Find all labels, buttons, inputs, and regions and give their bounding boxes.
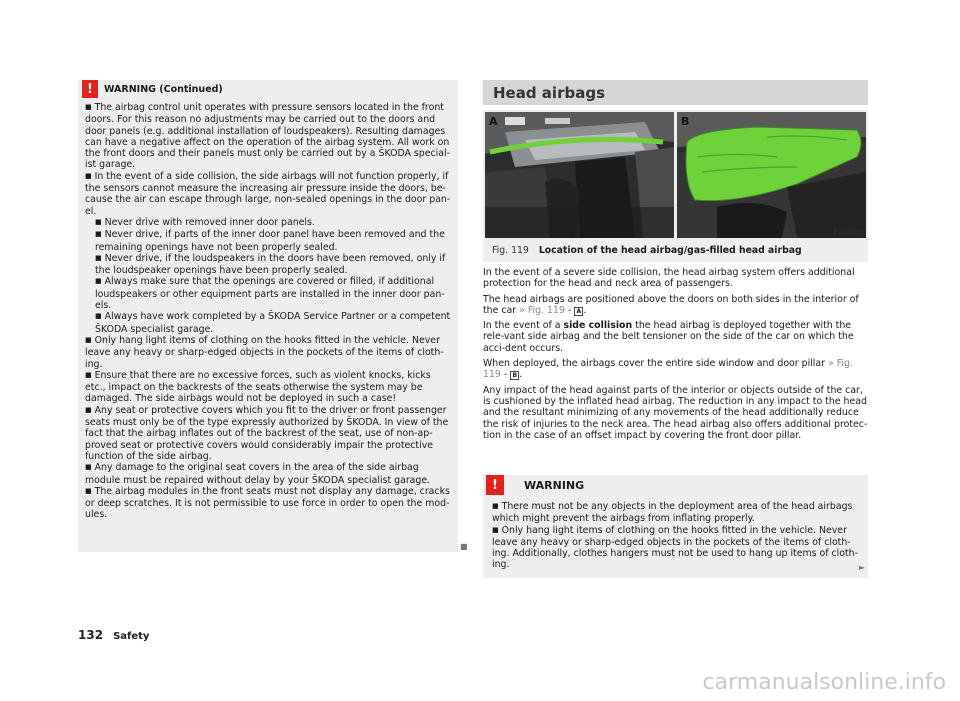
figure-reference-link[interactable]: » Fig. 119 xyxy=(483,358,853,381)
bullet-icon: ■ xyxy=(85,171,92,180)
warning-sub-item: ■ Never drive with removed inner door panels. xyxy=(95,216,315,228)
warning-sub-item: ■ Always have work completed by a ŠKODA Service Partner or a competent ŠKODA specialist garage. xyxy=(95,311,451,335)
figure-reference-link[interactable]: » Fig. 119 xyxy=(519,304,565,316)
bullet-icon: ■ xyxy=(85,463,92,472)
warning-title: WARNING xyxy=(524,478,585,492)
figure-photo-a xyxy=(485,112,674,238)
section-title: Head airbags xyxy=(493,84,605,102)
warning-body xyxy=(483,495,868,571)
bullet-icon: ■ xyxy=(95,217,102,226)
warning-sub-item: ■ Always make sure that the openings are covered or filled, if additional loudspeakers or other equipment parts are installed in the inner door pan-els. xyxy=(95,276,445,312)
figure-number: Fig. 119 xyxy=(492,245,529,256)
continue-arrow-icon: ► xyxy=(858,563,865,572)
watermark: carmanualsonline.info xyxy=(702,670,946,695)
warning-header xyxy=(483,475,868,495)
paragraph: When deployed, the airbags cover the entire side window and door pillar » Fig. 119 - B . xyxy=(483,358,853,381)
bullet-icon: ■ xyxy=(85,405,92,414)
warning-box xyxy=(483,475,868,578)
warning-item: ■ Only hang light items of clothing on the hooks fitted in the vehicle. Never leave any heavy or sharp-edged objects in the pockets of the items of cloth-ing. Additionally, clothes hangers must not be used to hang up items of cloth-ing. xyxy=(492,524,858,571)
paragraph: Any impact of the head against parts of the interior or objects outside of the car, is cushioned by the inflated head airbag. The reduction in any impact to the head and the resultant minimizing of any movements of the head additionally reduce the risk of injuries to the neck area. The head airbag also offers additional protec-tion in the case of an offset impact by covering the front door pillar. xyxy=(483,384,868,441)
warning-sub-item: ■ Never drive, if the loudspeakers in the doors have been removed, only if the loudspeaker openings have been properly sealed. xyxy=(95,252,446,277)
warning-sub-item: ■ Never drive, if parts of the inner door panel have been removed and the remaining openings have not been properly sealed. xyxy=(95,229,445,253)
bullet-icon: ■ xyxy=(85,103,92,111)
paragraph: In the event of a side collision the head airbag is deployed together with the rele-vant side airbag and the belt tensioner on the side of the car on which the acci-dent occurs. xyxy=(483,320,854,354)
label-box-a: A xyxy=(574,307,583,316)
bold-term: side collision xyxy=(563,320,633,332)
warning-item: ■ Any damage to the original seat covers in the area of the side airbag module must be repaired without delay by your ŠKODA specialist garage. xyxy=(85,462,431,486)
figure-label-b: B xyxy=(681,115,690,128)
bullet-icon: ■ xyxy=(492,502,499,510)
warning-item: ■ Any seat or protective covers which you fit to the driver or front passenger seats must only be of the type expressly authorized by ŠKODA. In view of the fact that the airbag inflates out of the backrest of the seat, use of non-ap-proved seat or protective covers would considerably impair the protective function of the side airbag. xyxy=(85,404,449,462)
warning-continued-box xyxy=(78,80,458,552)
warning-body xyxy=(78,98,458,521)
figure-caption-text: Location of the head airbag/gas-filled head airbag xyxy=(538,245,802,256)
bullet-icon: ■ xyxy=(95,277,102,286)
warning-item: ■ In the event of a side collision, the side airbags will not function properly, if the sensors cannot measure the increasing air pressure inside the doors, be-cause the air can escape through large, non-sealed openings in the door pan-el. xyxy=(85,170,451,217)
warning-header xyxy=(78,80,458,98)
figure-label-a: A xyxy=(489,115,498,128)
figure-photo-b xyxy=(677,112,866,238)
end-marker: ■ xyxy=(460,542,468,551)
exclamation-icon: ! xyxy=(82,80,98,98)
bullet-icon: ■ xyxy=(85,335,92,344)
page-footer xyxy=(78,628,149,642)
bullet-icon: ■ xyxy=(95,312,102,321)
bullet-icon: ■ xyxy=(95,230,102,239)
warning-item: ■ There must not be any objects in the deployment area of the head airbags which might prevent the airbags from inflating properly. xyxy=(492,501,853,525)
section-header-bar xyxy=(483,80,868,105)
label-box-b: B xyxy=(510,371,519,380)
bullet-icon: ■ xyxy=(492,525,499,534)
warning-item: ■ Ensure that there are no excessive forces, such as violent knocks, kicks etc., impact on the backrests of the seats otherwise the system may be damaged. The side airbags would not be deployed in such a case! xyxy=(85,369,431,405)
exclamation-icon: ! xyxy=(486,475,504,495)
body-text xyxy=(483,267,868,445)
warning-item: ■ The airbag modules in the front seats must not display any damage, cracks or deep scratches. It is not permissible to use force in order to open the mod-ules. xyxy=(85,485,450,521)
figure-code: B1Z-0505 xyxy=(833,229,863,236)
bullet-icon: ■ xyxy=(85,486,92,495)
page-number: 132 xyxy=(78,628,104,642)
paragraph: The head airbags are positioned above the doors on both sides in the interior of the car » Fig. 119 - A . xyxy=(483,293,859,316)
bullet-icon: ■ xyxy=(95,253,102,262)
warning-item: ■ The airbag control unit operates with pressure sensors located in the front doors. For this reason no adjustments may be carried out to the doors and door panels (e.g. additional installation of loudspeakers). Resulting damages can have a negative affect on the operation of the airbag system. All work on the front doors and their panels must only be carried out by a ŠKODA special-ist garage. xyxy=(85,102,451,171)
figure-119 xyxy=(483,110,868,262)
footer-section: Safety xyxy=(113,631,150,642)
warning-item: ■ Only hang light items of clothing on the hooks fitted in the vehicle. Never leave any heavy or sharp-edged objects in the pockets of the items of cloth-ing. xyxy=(85,334,444,370)
bullet-icon: ■ xyxy=(85,370,92,379)
figure-caption xyxy=(492,245,802,256)
paragraph: In the event of a severe side collision, the head airbag system offers additional protection for the head and neck area of passengers. xyxy=(483,267,855,290)
warning-title: WARNING (Continued) xyxy=(104,83,223,95)
